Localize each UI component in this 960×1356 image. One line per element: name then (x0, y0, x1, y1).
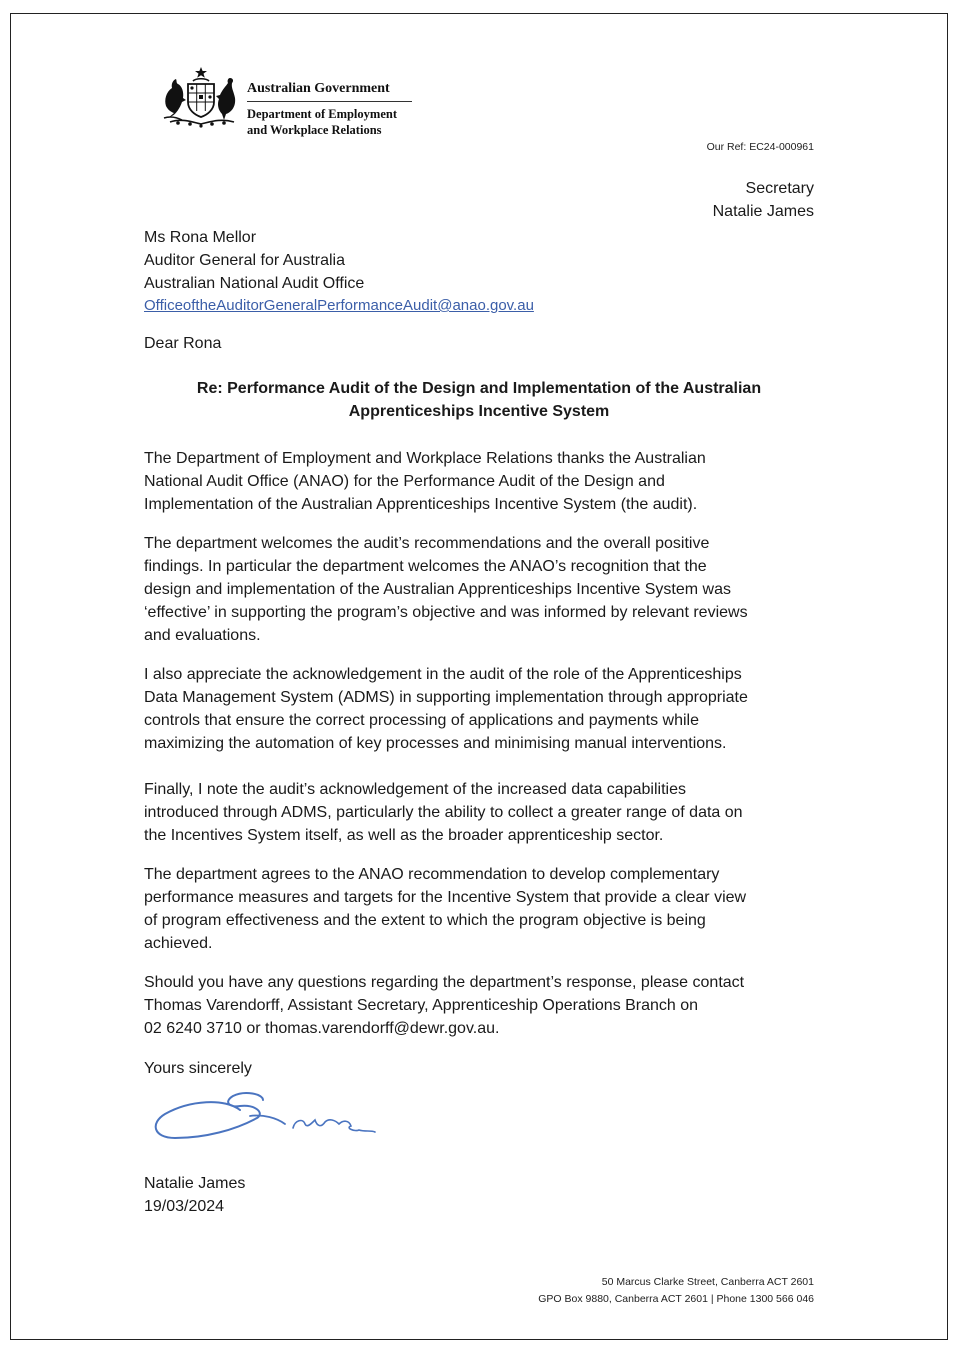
paragraph-line: I also appreciate the acknowledgement in the audit of the role of the Apprenticeships (144, 666, 742, 683)
footer-postal-phone: GPO Box 9880, Canberra ACT 2601 | Phone 1300 566 046 (538, 1293, 814, 1305)
recipient-organisation: Australian National Audit Office (144, 275, 365, 292)
paragraph-line: National Audit Office (ANAO) for the Performance Audit of the Design and (144, 473, 665, 490)
recipient-email-link[interactable]: OfficeoftheAuditorGeneralPerformanceAudit@anao.gov.au (144, 297, 534, 314)
paragraph-line: The Department of Employment and Workplace Relations thanks the Australian (144, 450, 706, 467)
paragraph-line: The department welcomes the audit’s recommendations and the overall positive (144, 535, 710, 552)
paragraph-line: controls that ensure the correct processing of applications and payments while (144, 712, 699, 729)
paragraph-line: Thomas Varendorff, Assistant Secretary, Apprenticeship Operations Branch on (144, 997, 699, 1014)
paragraph-line: and evaluations. (144, 627, 261, 644)
paragraph-line: Implementation of the Australian Apprenticeships Incentive System (the audit). (144, 496, 698, 513)
sender-title: Secretary (745, 180, 814, 197)
coat-of-arms-icon (160, 66, 242, 128)
sender-name: Natalie James (712, 203, 814, 220)
department-name-line2: and Workplace Relations (247, 123, 382, 137)
paragraph-line: design and implementation of the Australian Apprenticeships Incentive System was (144, 581, 731, 598)
paragraph-2 (144, 532, 824, 647)
paragraph-line: of program effectiveness and the extent to which the program objective is being (144, 912, 706, 929)
paragraph-line: findings. In particular the department welcomes the ANAO’s recognition that the (144, 558, 707, 575)
paragraph-line: The department agrees to the ANAO recommendation to develop complementary (144, 866, 720, 883)
footer-street-address: 50 Marcus Clarke Street, Canberra ACT 2601 (601, 1276, 814, 1288)
letterhead-divider (247, 101, 412, 102)
government-name: Australian Government (247, 81, 390, 96)
government-logo (160, 66, 420, 137)
paragraph-4 (144, 778, 824, 847)
subject-line2: Apprenticeships Incentive System (348, 403, 610, 420)
recipient-position: Auditor General for Australia (144, 252, 345, 269)
department-name-line1: Department of Employment (247, 107, 397, 121)
paragraph-line: maximizing the automation of key processes and minimising manual interventions. (144, 735, 727, 752)
paragraph-line: Should you have any questions regarding the department’s response, please contact (144, 974, 745, 991)
reference-number: Our Ref: EC24-000961 (706, 141, 814, 153)
paragraph-3 (144, 663, 824, 755)
paragraph-1 (144, 447, 824, 516)
closing: Yours sincerely (144, 1060, 252, 1077)
paragraph-6 (144, 971, 824, 1040)
paragraph-line: Data Management System (ADMS) in supporting implementation through appropriate (144, 689, 748, 706)
paragraph-line: Finally, I note the audit’s acknowledgement of the increased data capabilities (144, 781, 686, 798)
paragraph-line: ‘effective’ in supporting the program’s objective and was informed by relevant reviews (144, 604, 748, 621)
signature-date: 19/03/2024 (144, 1198, 225, 1215)
paragraph-line: the Incentives System itself, as well as the broader apprenticeship sector. (144, 827, 664, 844)
signatory-name: Natalie James (144, 1175, 246, 1192)
paragraph-line: introduced through ADMS, particularly the ability to collect a greater range of data on (144, 804, 743, 821)
paragraph-line: performance measures and targets for the Incentive System that provide a clear view (144, 889, 747, 906)
paragraph-5 (144, 863, 824, 955)
subject-heading (144, 377, 814, 423)
recipient-name: Ms Rona Mellor (144, 229, 257, 246)
handwritten-signature (145, 1080, 400, 1160)
paragraph-line: 02 6240 3710 or thomas.varendorff@dewr.gov.au. (144, 1020, 500, 1037)
subject-line1: Re: Performance Audit of the Design and Implementation of the Australian (196, 380, 762, 397)
paragraph-line: achieved. (144, 935, 213, 952)
salutation: Dear Rona (144, 335, 222, 352)
